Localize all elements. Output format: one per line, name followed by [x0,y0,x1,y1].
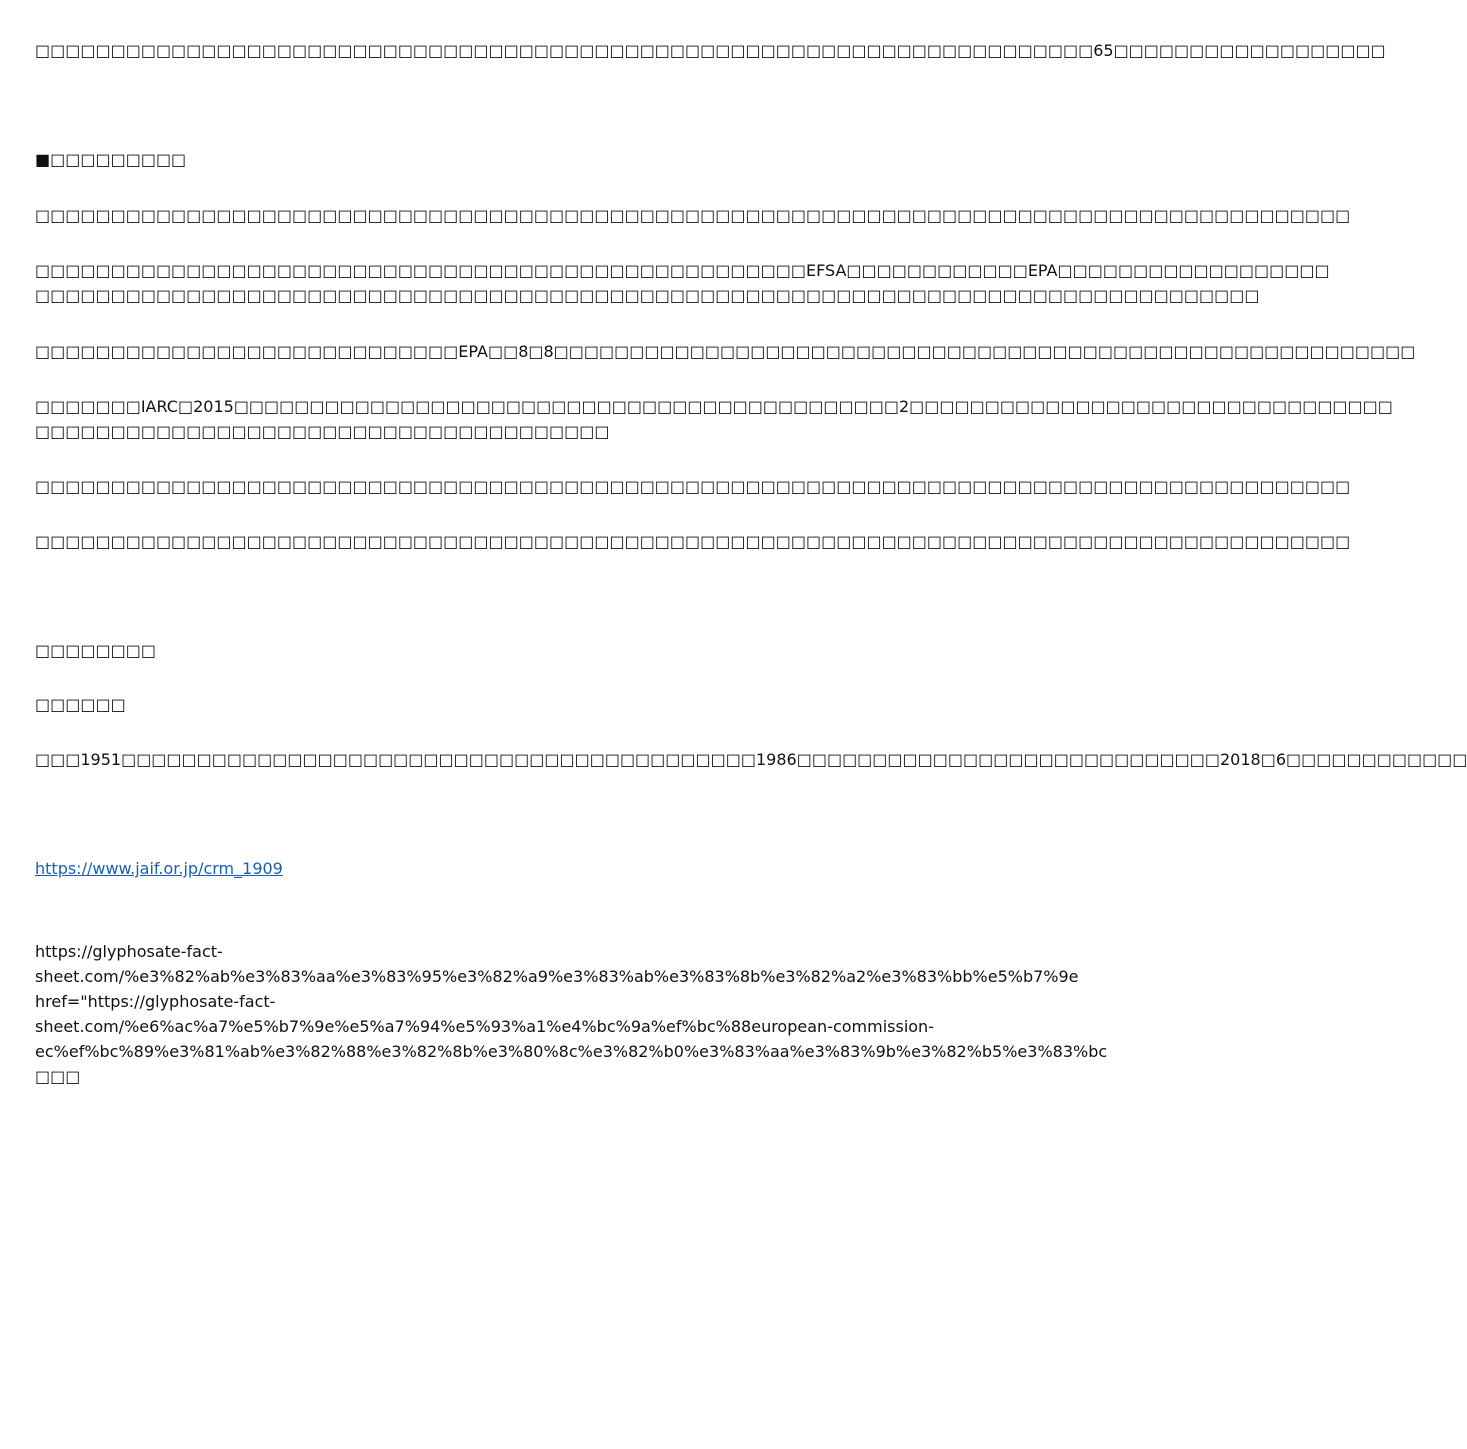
paragraph-1: □□□□□□□□□□□□□□□□□□□□□□□□□□□□□□□□□□□□□□□□□□□□□□□□□□□□□□□□□□□□□□□□□□□□□□□□□□□□□□□□□□□□□□□ [35,206,1351,225]
author-label: □□□□□□□□ [35,641,156,660]
raw-url-line: href="https://glyphosate-fact- [35,992,276,1011]
raw-url-line: ec%ef%bc%89%e3%81%ab%e3%82%88%e3%82%8b%e3%80%8c%e3%82%b0%e3%83%aa%e3%83%9b%e3%82%b5%e3%83%bc [35,1042,1108,1061]
raw-url-line: sheet.com/%e3%82%ab%e3%83%aa%e3%83%95%e3%82%a9%e3%83%ab%e3%83%8b%e3%82%a2%e3%83%bb%e5%b7%9e [35,967,1079,986]
raw-url-line: sheet.com/%e6%ac%a7%e5%b7%9e%e5%a7%94%e5%93%a1%e4%bc%9a%ef%bc%88european-commission- [35,1017,934,1036]
raw-url-block [35,939,1108,1089]
section-heading: ■□□□□□□□□□ [35,150,187,169]
raw-url-line: □□□ [35,1067,81,1086]
jaif-link[interactable]: https://www.jaif.or.jp/crm_1909 [35,859,283,878]
paragraph-4-line-1: □□□□□□□IARC□2015□□□□□□□□□□□□□□□□□□□□□□□□□□□□□□□□□□□□□□□□□□□□2□□□□□□□□□□□□□□□□□□□□□□□□□□□□□□□□ [35,397,1393,416]
paragraph-5: □□□□□□□□□□□□□□□□□□□□□□□□□□□□□□□□□□□□□□□□□□□□□□□□□□□□□□□□□□□□□□□□□□□□□□□□□□□□□□□□□□□□□□□ [35,477,1351,496]
paragraph-2-line-1: □□□□□□□□□□□□□□□□□□□□□□□□□□□□□□□□□□□□□□□□□□□□□□□□□□□EFSA□□□□□□□□□□□□EPA□□□□□□□□□□□□□□□□□□ [35,261,1330,280]
paragraph-2-line-2: □□□□□□□□□□□□□□□□□□□□□□□□□□□□□□□□□□□□□□□□□□□□□□□□□□□□□□□□□□□□□□□□□□□□□□□□□□□□□□□□□ [35,286,1260,305]
raw-url-line: https://glyphosate-fact- [35,942,223,961]
paragraph-4-line-2: □□□□□□□□□□□□□□□□□□□□□□□□□□□□□□□□□□□□□□ [35,422,610,441]
author-bio: □□□1951□□□□□□□□□□□□□□□□□□□□□□□□□□□□□□□□□□□□□□□□□□1986□□□□□□□□□□□□□□□□□□□□□□□□□□□□2018□6□□□□□□□□□□□□ [35,750,1467,769]
intro-line: □□□□□□□□□□□□□□□□□□□□□□□□□□□□□□□□□□□□□□□□□□□□□□□□□□□□□□□□□□□□□□□□□□□□□□65□□□□□□□□□□□□□□□□□□ [35,41,1386,60]
paragraph-3: □□□□□□□□□□□□□□□□□□□□□□□□□□□□EPA□□8□8□□□□□□□□□□□□□□□□□□□□□□□□□□□□□□□□□□□□□□□□□□□□□□□□□□□□□□□□□ [35,342,1416,361]
paragraph-6: □□□□□□□□□□□□□□□□□□□□□□□□□□□□□□□□□□□□□□□□□□□□□□□□□□□□□□□□□□□□□□□□□□□□□□□□□□□□□□□□□□□□□□□ [35,532,1351,551]
author-name: □□□□□□ [35,695,126,714]
